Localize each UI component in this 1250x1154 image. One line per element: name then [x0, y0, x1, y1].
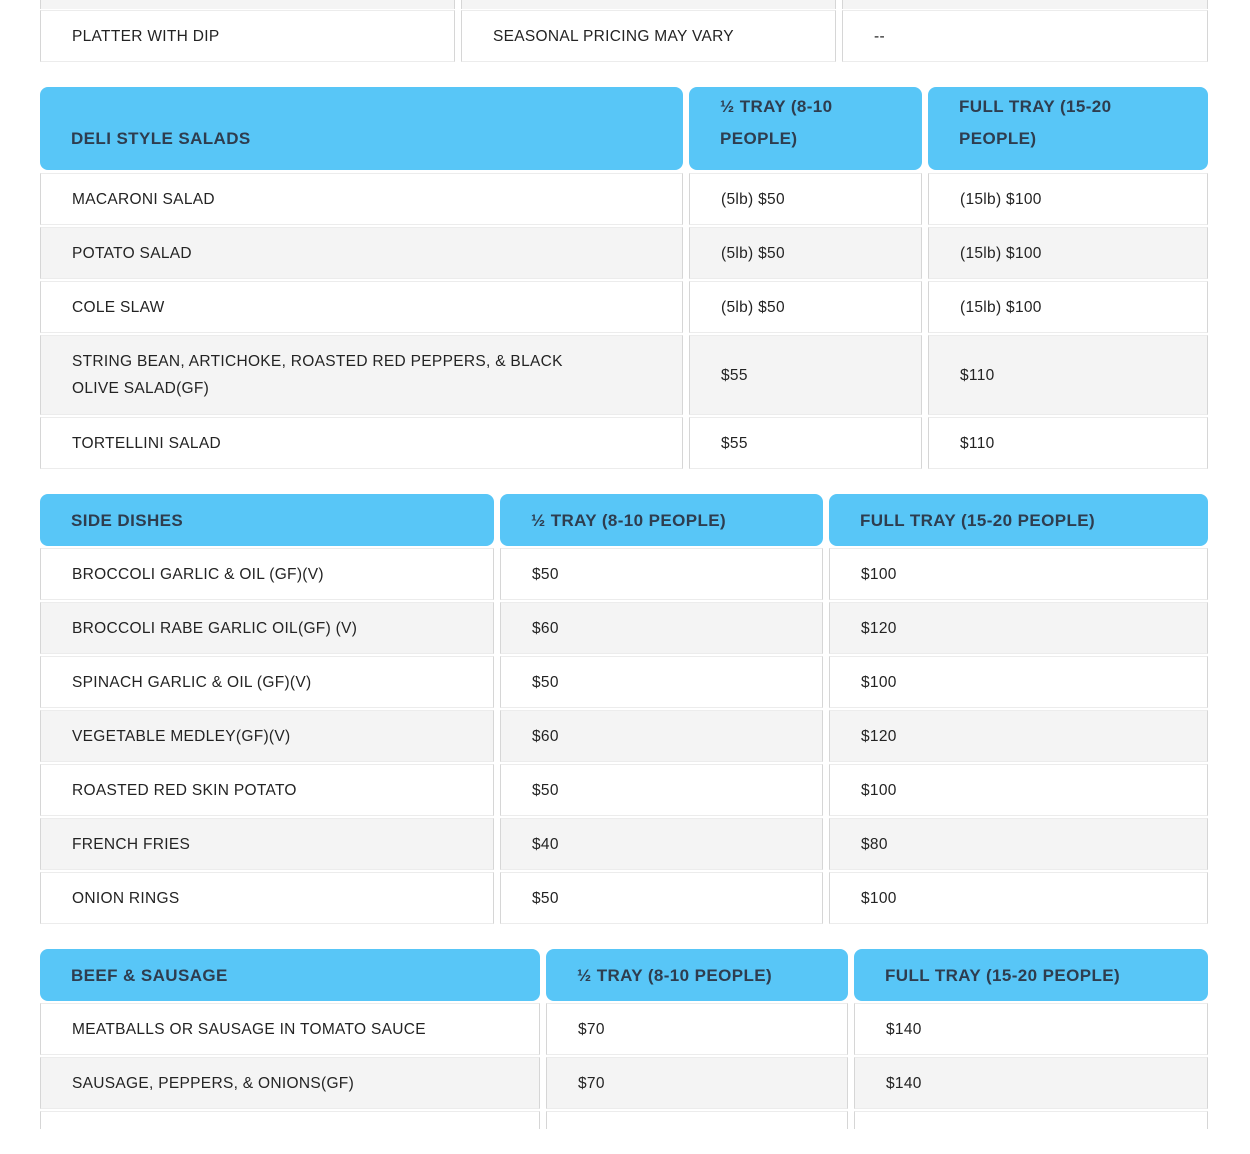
table-beef-and-sausage	[40, 949, 1208, 1129]
table-row	[40, 227, 1208, 279]
full-tray-price-cell: $100	[829, 656, 1208, 708]
half-tray-price-cell: $70	[546, 1057, 848, 1109]
partial-row-bottom	[40, 1111, 1208, 1129]
item-name-cell: POTATO SALAD	[40, 227, 683, 279]
table-row	[40, 173, 1208, 225]
table-header-row	[40, 949, 1208, 1001]
table-row	[40, 872, 1208, 924]
half-tray-price-cell: $50	[500, 872, 823, 924]
table-row	[40, 602, 1208, 654]
partial-cell	[40, 1111, 540, 1129]
half-tray-price-cell: (5lb) $50	[689, 281, 922, 333]
table-header-row	[40, 87, 1208, 170]
table-row	[40, 281, 1208, 333]
table-row	[40, 548, 1208, 600]
half-tray-price-cell: $55	[689, 417, 922, 469]
full-tray-price-cell: (15lb) $100	[928, 281, 1208, 333]
full-tray-price-cell: $120	[829, 602, 1208, 654]
partial-cell	[854, 1111, 1208, 1129]
partial-cell	[40, 0, 455, 9]
item-name-cell: MEATBALLS OR SAUSAGE IN TOMATO SAUCE	[40, 1003, 540, 1055]
column-header-category: DELI STYLE SALADS	[40, 87, 683, 170]
half-tray-price-cell: $55	[689, 335, 922, 415]
item-name-cell: SAUSAGE, PEPPERS, & ONIONS(GF)	[40, 1057, 540, 1109]
column-header-full-tray: FULL TRAY (15-20 PEOPLE)	[829, 494, 1208, 546]
item-name-cell: TORTELLINI SALAD	[40, 417, 683, 469]
partial-cell	[461, 0, 836, 9]
full-tray-price-cell: $110	[928, 417, 1208, 469]
item-name-cell: PLATTER WITH DIP	[40, 10, 455, 62]
full-tray-price-cell: $140	[854, 1003, 1208, 1055]
full-tray-price-cell: $140	[854, 1057, 1208, 1109]
partial-cell	[842, 0, 1208, 9]
table-row	[40, 656, 1208, 708]
partial-row-top	[40, 0, 1208, 9]
table-side-dishes	[40, 494, 1208, 924]
column-header-full-tray: FULL TRAY (15-20 PEOPLE)	[854, 949, 1208, 1001]
table-row	[40, 1057, 1208, 1109]
half-tray-price-cell: $60	[500, 602, 823, 654]
half-tray-price-cell: $70	[546, 1003, 848, 1055]
half-tray-price-cell: $50	[500, 548, 823, 600]
column-header-category: BEEF & SAUSAGE	[40, 949, 540, 1001]
full-tray-price-cell: $110	[928, 335, 1208, 415]
item-name-cell: ONION RINGS	[40, 872, 494, 924]
column-header-half-tray: ½ TRAY (8-10 PEOPLE)	[500, 494, 823, 546]
full-tray-price-cell: $120	[829, 710, 1208, 762]
table-row	[40, 710, 1208, 762]
half-tray-price-cell: $40	[500, 818, 823, 870]
full-tray-price-cell: $80	[829, 818, 1208, 870]
table-deli-style-salads	[40, 87, 1208, 469]
table-row	[40, 818, 1208, 870]
table-row	[40, 335, 1208, 415]
partial-cell	[546, 1111, 848, 1129]
column-header-half-tray: ½ TRAY (8-10 PEOPLE)	[546, 949, 848, 1001]
item-name-cell: STRING BEAN, ARTICHOKE, ROASTED RED PEPPERS, & BLACK OLIVE SALAD(GF)	[40, 335, 683, 415]
column-header-category: SIDE DISHES	[40, 494, 494, 546]
full-tray-price-cell: --	[842, 10, 1208, 62]
item-name-cell: FRENCH FRIES	[40, 818, 494, 870]
item-name-cell: VEGETABLE MEDLEY(GF)(V)	[40, 710, 494, 762]
item-name-cell: SPINACH GARLIC & OIL (GF)(V)	[40, 656, 494, 708]
column-header-half-tray: ½ TRAY (8-10 PEOPLE)	[689, 87, 922, 170]
table-row	[40, 10, 1208, 62]
table-row	[40, 417, 1208, 469]
catering-menu	[40, 0, 1208, 1154]
item-name-cell: BROCCOLI RABE GARLIC OIL(GF) (V)	[40, 602, 494, 654]
full-tray-price-cell: $100	[829, 764, 1208, 816]
half-tray-price-cell: $50	[500, 656, 823, 708]
half-tray-price-cell: SEASONAL PRICING MAY VARY	[461, 10, 836, 62]
column-header-full-tray: FULL TRAY (15-20 PEOPLE)	[928, 87, 1208, 170]
item-name-cell: BROCCOLI GARLIC & OIL (GF)(V)	[40, 548, 494, 600]
table-header-row	[40, 494, 1208, 546]
half-tray-price-cell: (5lb) $50	[689, 173, 922, 225]
table-previous-section-partial	[40, 0, 1208, 62]
table-row	[40, 764, 1208, 816]
half-tray-price-cell: (5lb) $50	[689, 227, 922, 279]
item-name-cell: ROASTED RED SKIN POTATO	[40, 764, 494, 816]
half-tray-price-cell: $60	[500, 710, 823, 762]
full-tray-price-cell: $100	[829, 548, 1208, 600]
item-name-cell: MACARONI SALAD	[40, 173, 683, 225]
full-tray-price-cell: (15lb) $100	[928, 173, 1208, 225]
table-row	[40, 1003, 1208, 1055]
full-tray-price-cell: $100	[829, 872, 1208, 924]
half-tray-price-cell: $50	[500, 764, 823, 816]
item-name-cell: COLE SLAW	[40, 281, 683, 333]
full-tray-price-cell: (15lb) $100	[928, 227, 1208, 279]
